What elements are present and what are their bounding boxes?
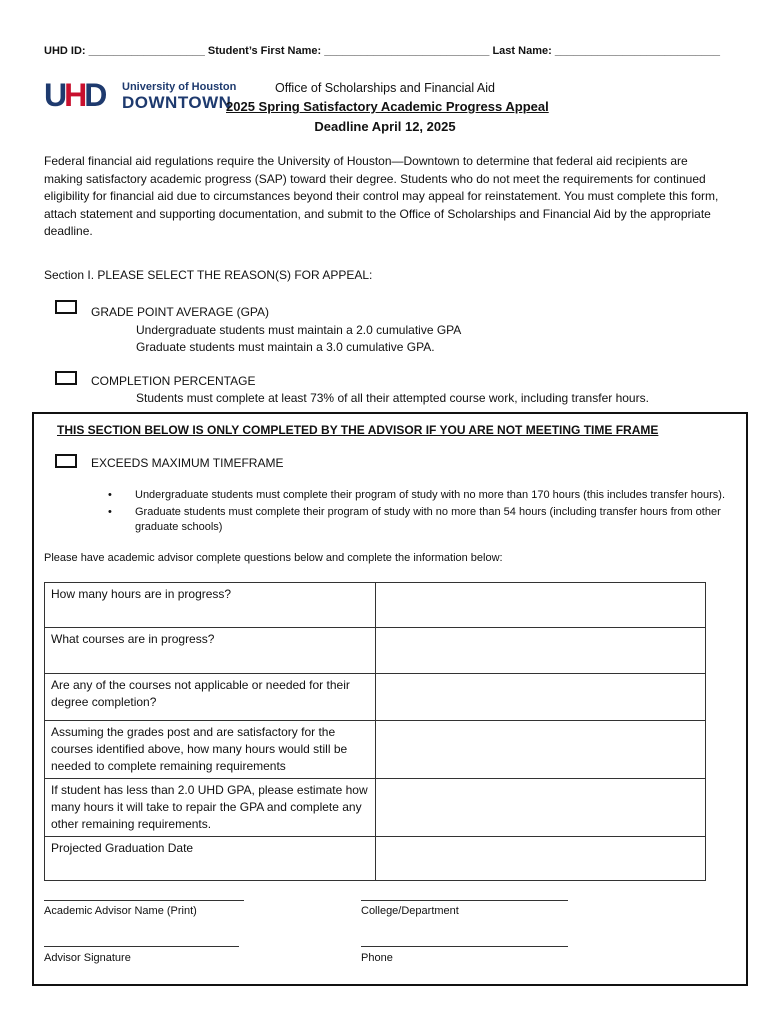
logo-line1: University of Houston [122, 81, 237, 93]
bullet-icon: • [108, 505, 112, 518]
answer-field[interactable] [376, 628, 706, 674]
student-info-line: UHD ID: ___________________ Student’s First Name: ___________________________ Last Name: ___________________________ [44, 45, 720, 57]
college-field[interactable] [361, 900, 568, 901]
table-row [45, 583, 706, 628]
question-cell: Projected Graduation Date [45, 837, 376, 881]
intro-paragraph: Federal financial aid regulations require the University of Houston—Downtown to determine that federal aid recipients are making satisfactory academic progress (SAP) toward their degree. Students who do not meet the requirements for continued eligibility for financial aid due to circumstances beyond their control may appeal for reinstatement. You must complete this form, attach statement and supporting documentation, and submit to the Office of Scholarships and Financial Aid by the appropriate deadline. [44, 154, 719, 238]
answer-field[interactable] [376, 721, 706, 779]
phone-label: Phone [361, 952, 393, 964]
completion-checkbox[interactable] [55, 371, 77, 385]
advisor-questions-table [44, 582, 706, 881]
answer-field[interactable] [376, 674, 706, 721]
advisor-signature-label: Advisor Signature [44, 952, 131, 964]
timeframe-label: EXCEEDS MAXIMUM TIMEFRAME [91, 456, 284, 470]
list-item [108, 505, 733, 536]
answer-field[interactable] [376, 583, 706, 628]
list-item [108, 488, 733, 504]
question-cell: How many hours are in progress? [45, 583, 376, 628]
logo-line2: DOWNTOWN [122, 93, 232, 112]
deadline: Deadline April 12, 2025 [314, 119, 456, 134]
question-cell: Are any of the courses not applicable or needed for their degree completion? [45, 674, 376, 721]
gpa-undergrad-req: Undergraduate students must maintain a 2.0 cumulative GPA [136, 323, 462, 337]
completion-req: Students must complete at least 73% of all their attempted course work, including transfer hours. [136, 391, 649, 405]
advisor-name-label: Academic Advisor Name (Print) [44, 905, 197, 917]
gpa-label: GRADE POINT AVERAGE (GPA) [91, 305, 270, 319]
table-row [45, 779, 706, 837]
timeframe-requirements [108, 488, 733, 537]
phone-field[interactable] [361, 946, 568, 947]
table-row [45, 837, 706, 881]
office-name: Office of Scholarships and Financial Aid [274, 81, 496, 95]
bullet-icon: • [108, 489, 112, 501]
table-row [45, 628, 706, 674]
table-row [45, 674, 706, 721]
advisor-signature-field[interactable] [44, 946, 239, 947]
requirement-text: Undergraduate students must complete their program of study with no more than 170 hours (this includes transfer hours). [135, 489, 726, 501]
timeframe-checkbox[interactable] [55, 454, 77, 468]
requirement-text: Graduate students must complete their program of study with no more than 54 hours (including transfer hours from other graduate schools) [135, 505, 721, 533]
question-cell: If student has less than 2.0 UHD GPA, please estimate how many hours it will take to repair the GPA and complete any other remaining requirements. [45, 779, 376, 837]
advisor-name-field[interactable] [44, 900, 244, 901]
section1-heading: Section I. PLEASE SELECT THE REASON(S) FOR APPEAL: [44, 268, 373, 282]
advisor-section-heading: THIS SECTION BELOW IS ONLY COMPLETED BY THE ADVISOR IF YOU ARE NOT MEETING TIME FRAME [57, 423, 659, 437]
question-cell: What courses are in progress? [45, 628, 376, 674]
college-label: College/Department [361, 905, 459, 917]
page-title: 2025 Spring Satisfactory Academic Progress Appeal [226, 99, 549, 114]
answer-field[interactable] [376, 779, 706, 837]
logo-mark: UHD [44, 77, 105, 113]
question-cell: Assuming the grades post and are satisfactory for the courses identified above, how many hours would still be needed to complete remaining requirements [45, 721, 376, 779]
advisor-instruction: Please have academic advisor complete questions below and complete the information below: [44, 552, 503, 564]
completion-label: COMPLETION PERCENTAGE [91, 374, 256, 388]
answer-field[interactable] [376, 837, 706, 881]
table-row [45, 721, 706, 779]
gpa-checkbox[interactable] [55, 300, 77, 314]
gpa-grad-req: Graduate students must maintain a 3.0 cumulative GPA. [136, 340, 435, 354]
